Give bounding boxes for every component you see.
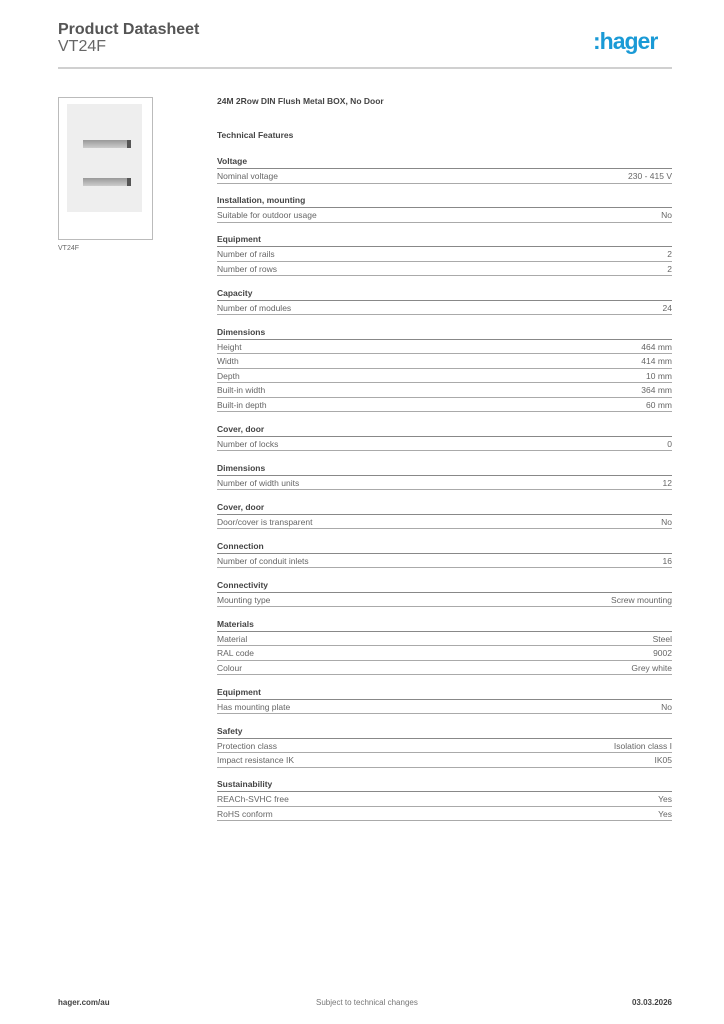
spec-section [217, 724, 672, 768]
spec-section [217, 232, 672, 276]
spec-value: Steel [652, 633, 672, 644]
spec-section [217, 325, 672, 413]
product-code: VT24F [58, 38, 107, 55]
spec-section [217, 777, 672, 821]
spec-row [217, 354, 672, 369]
product-name: 24M 2Row DIN Flush Metal BOX, No Door [217, 96, 384, 106]
spec-value: 12 [662, 477, 672, 488]
spec-label: Height [217, 341, 242, 352]
spec-row [217, 169, 672, 184]
spec-label: RAL code [217, 648, 255, 658]
page-title: Product Datasheet [58, 21, 200, 38]
spec-label: Impact resistance IK [217, 755, 295, 765]
section-title: Cover, door [217, 500, 672, 515]
spec-label: Colour [217, 662, 243, 673]
spec-value: No [661, 516, 672, 527]
spec-row [217, 340, 672, 355]
spec-label: Door/cover is transparent [217, 516, 313, 527]
section-title: Equipment [217, 685, 672, 700]
spec-value: No [661, 701, 672, 712]
spec-row [217, 554, 672, 569]
spec-label: Number of locks [217, 438, 279, 449]
header-divider [58, 67, 672, 69]
enclosure-panel [67, 104, 142, 212]
section-title: Connection [217, 539, 672, 554]
spec-section [217, 154, 672, 184]
spec-value: Yes [658, 794, 672, 804]
spec-label: Has mounting plate [217, 701, 291, 712]
spec-value: Yes [658, 808, 672, 819]
section-title: Materials [217, 617, 672, 632]
section-title: Dimensions [217, 461, 672, 476]
spec-label: Number of rows [217, 263, 277, 274]
spec-row [217, 437, 672, 452]
spec-row [217, 807, 672, 822]
spec-section [217, 617, 672, 676]
spec-row [217, 753, 672, 768]
spec-value: 364 mm [641, 385, 672, 395]
spec-value: 10 mm [646, 370, 672, 381]
spec-row [217, 792, 672, 807]
spec-label: Nominal voltage [217, 171, 278, 181]
spec-label: Width [217, 356, 239, 366]
spec-label: Number of width units [217, 477, 300, 488]
spec-value: 414 mm [641, 356, 672, 366]
spec-label: Protection class [217, 740, 277, 751]
section-title: Dimensions [217, 325, 672, 340]
spec-value: Grey white [631, 662, 672, 673]
spec-section [217, 422, 672, 452]
spec-value: Screw mounting [611, 594, 672, 605]
spec-section [217, 193, 672, 223]
spec-row [217, 398, 672, 413]
footer-website: hager.com/au [58, 998, 110, 1007]
spec-label: Built-in width [217, 385, 266, 395]
footer-note: Subject to technical changes [316, 998, 418, 1007]
spec-label: Number of conduit inlets [217, 555, 309, 566]
spec-section [217, 500, 672, 530]
product-image [58, 97, 153, 240]
spec-label: RoHS conform [217, 808, 273, 819]
image-caption: VT24F [58, 245, 80, 252]
spec-section [217, 685, 672, 715]
spec-row [217, 262, 672, 277]
spec-section [217, 461, 672, 491]
spec-value: IK05 [654, 755, 672, 765]
section-title: Sustainability [217, 777, 672, 792]
spec-value: 0 [667, 438, 672, 449]
section-title: Installation, mounting [217, 193, 672, 208]
din-rail [83, 140, 131, 148]
spec-row [217, 383, 672, 398]
features-title: Technical Features [217, 130, 294, 140]
spec-label: Depth [217, 370, 240, 381]
spec-label: Material [217, 633, 248, 644]
spec-label: Mounting type [217, 594, 271, 605]
spec-value: 230 - 415 V [628, 171, 672, 181]
spec-row [217, 208, 672, 223]
spec-row [217, 369, 672, 384]
spec-row [217, 301, 672, 316]
section-title: Capacity [217, 286, 672, 301]
spec-row [217, 247, 672, 262]
spec-section [217, 578, 672, 608]
spec-row [217, 646, 672, 661]
spec-row [217, 632, 672, 647]
spec-label: Number of rails [217, 249, 275, 259]
spec-row [217, 476, 672, 491]
spec-row [217, 515, 672, 530]
spec-value: Isolation class I [613, 740, 672, 751]
spec-value: No [661, 210, 672, 220]
spec-table [217, 96, 672, 831]
spec-section [217, 286, 672, 316]
section-title: Equipment [217, 232, 672, 247]
section-title: Connectivity [217, 578, 672, 593]
spec-value: 9002 [653, 648, 672, 658]
spec-row [217, 700, 672, 715]
section-title: Cover, door [217, 422, 672, 437]
spec-section [217, 539, 672, 569]
spec-label: Number of modules [217, 302, 292, 313]
section-title: Safety [217, 724, 672, 739]
spec-value: 464 mm [641, 341, 672, 352]
spec-label: Built-in depth [217, 399, 267, 410]
spec-value: 2 [667, 249, 672, 259]
spec-value: 60 mm [646, 399, 672, 410]
footer-date: 03.03.2026 [631, 998, 672, 1007]
hager-logo: :hager [593, 28, 658, 54]
spec-value: 2 [667, 263, 672, 274]
section-title: Voltage [217, 154, 672, 169]
din-rail [83, 178, 131, 186]
spec-value: 24 [662, 302, 672, 313]
spec-row [217, 739, 672, 754]
spec-row [217, 593, 672, 608]
spec-label: REACh-SVHC free [217, 794, 289, 804]
spec-value: 16 [662, 555, 672, 566]
spec-label: Suitable for outdoor usage [217, 210, 317, 220]
spec-row [217, 661, 672, 676]
